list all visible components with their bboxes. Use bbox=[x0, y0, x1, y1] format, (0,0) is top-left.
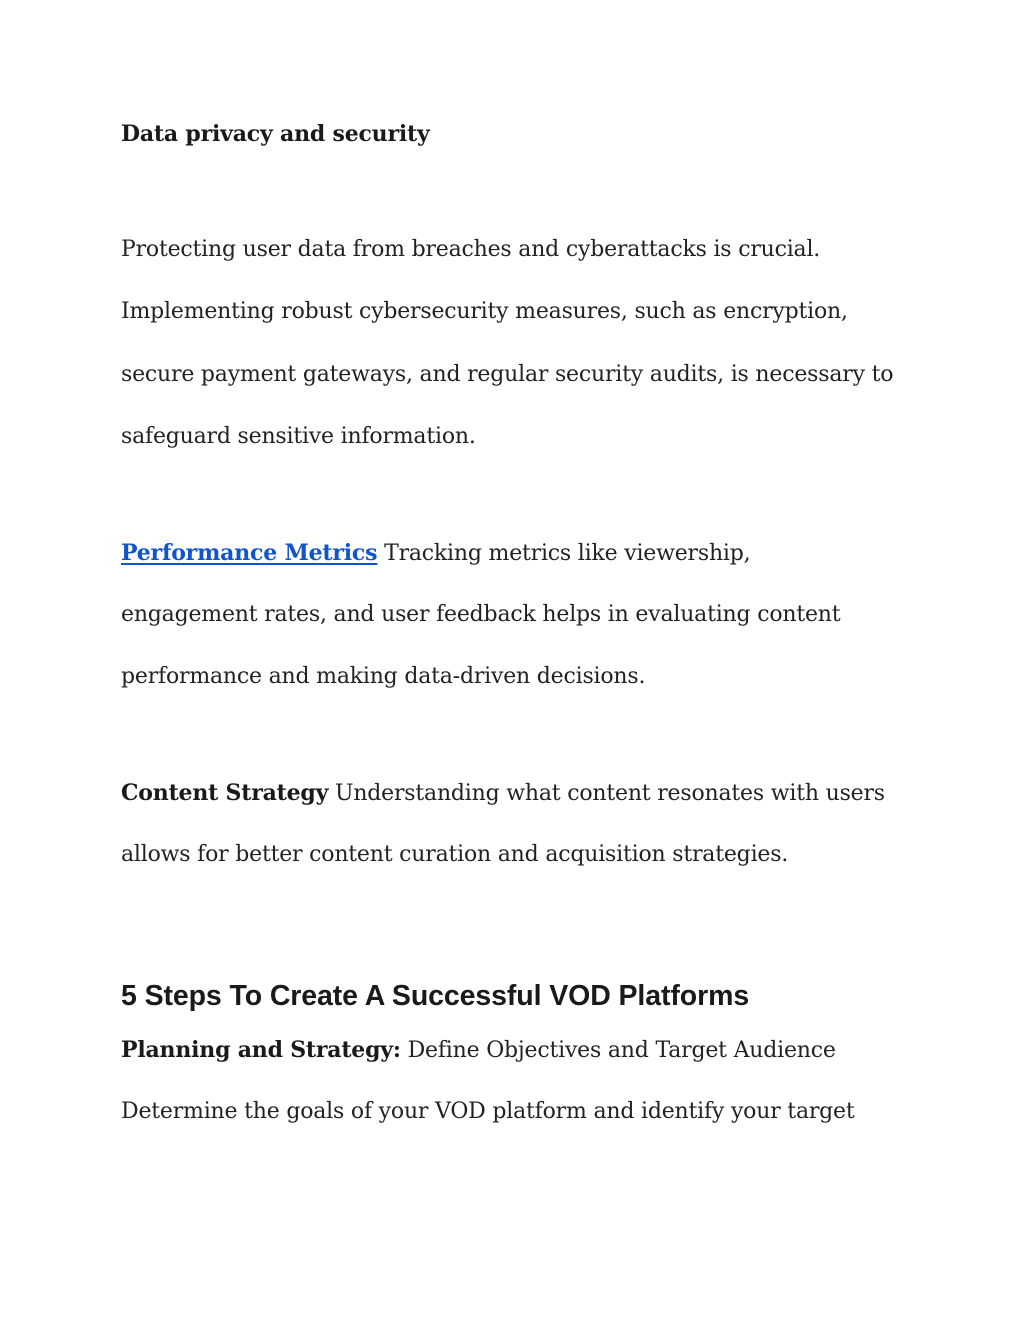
steps-heading: 5 Steps To Create A Successful VOD Platforms bbox=[121, 980, 750, 1012]
content-line-2: allows for better content curation and acquisition strategies. bbox=[121, 842, 789, 867]
privacy-line-4: safeguard sensitive information. bbox=[121, 424, 476, 449]
content-strategy-label: Content Strategy bbox=[121, 780, 329, 806]
planning-line-1-text: Define Objectives and Target Audience bbox=[400, 1038, 836, 1063]
privacy-line-2: Implementing robust cybersecurity measures, such as encryption, bbox=[121, 299, 848, 324]
planning-line-2: Determine the goals of your VOD platform and identify your target bbox=[121, 1099, 855, 1124]
metrics-line-1-text: Tracking metrics like viewership, bbox=[377, 541, 751, 566]
metrics-line-3: performance and making data-driven decisions. bbox=[121, 664, 646, 689]
privacy-line-3: secure payment gateways, and regular security audits, is necessary to bbox=[121, 362, 894, 387]
metrics-line-2: engagement rates, and user feedback helps in evaluating content bbox=[121, 602, 841, 627]
planning-label: Planning and Strategy: bbox=[121, 1037, 401, 1063]
metrics-line-1 bbox=[121, 539, 750, 568]
content-line-1-text: Understanding what content resonates with users bbox=[328, 781, 885, 806]
performance-metrics-link[interactable]: Performance Metrics bbox=[121, 540, 378, 566]
privacy-heading: Data privacy and security bbox=[121, 121, 430, 147]
privacy-line-1: Protecting user data from breaches and cyberattacks is crucial. bbox=[121, 237, 821, 262]
content-line-1 bbox=[121, 779, 885, 808]
planning-line-1 bbox=[121, 1036, 836, 1065]
